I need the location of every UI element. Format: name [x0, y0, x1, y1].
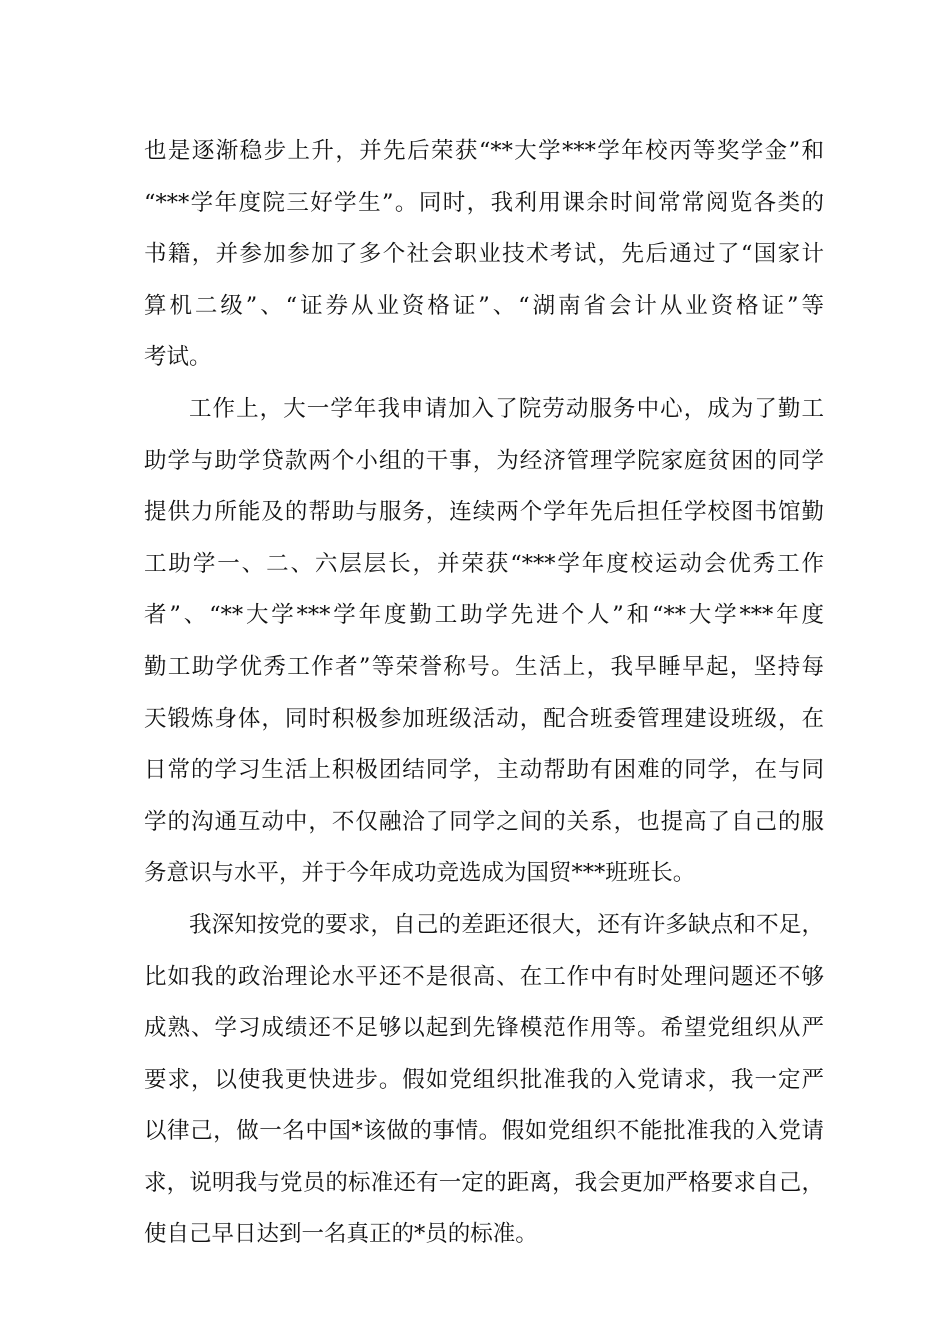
text-line: 算机二级”、“证券从业资格证”、“湖南省会计从业资格证”等 [144, 292, 824, 319]
text-line: 务意识与水平，并于今年成功竞选成为国贸***班班长。 [144, 860, 696, 887]
text-line: 也是逐渐稳步上升，并先后荣获“**大学***学年校丙等奖学金”和 [144, 138, 824, 164]
text-line: 成熟、学习成绩还不足够以起到先锋模范作用等。希望党组织从严 [144, 1015, 824, 1042]
text-line: 学的沟通互动中，不仅融洽了同学之间的关系，也提高了自己的服 [144, 808, 824, 835]
text-line: 天锻炼身体，同时积极参加班级活动，配合班委管理建设班级，在 [144, 705, 824, 732]
text-line: 求，说明我与党员的标准还有一定的距离，我会更加严格要求自己， [144, 1169, 824, 1196]
text-line: 日常的学习生活上积极团结同学，主动帮助有困难的同学，在与同 [144, 757, 824, 784]
text-line: 书籍，并参加参加了多个社会职业技术考试，先后通过了“国家计 [144, 241, 824, 268]
text-line: 以律己，做一名中国*该做的事情。假如党组织不能批准我的入党请 [144, 1118, 824, 1145]
text-line: 使自己早日达到一名真正的*员的标准。 [144, 1221, 538, 1248]
paragraph-first-line: 工作上，大一学年我申请加入了院劳动服务中心，成为了勤工 [189, 395, 824, 422]
text-line: 提供力所能及的帮助与服务，连续两个学年先后担任学校图书馆勤 [144, 499, 824, 526]
text-line: 比如我的政治理论水平还不是很高、在工作中有时处理问题还不够 [144, 963, 824, 990]
text-line: 勤工助学优秀工作者”等荣誉称号。生活上，我早睡早起，坚持每 [144, 653, 824, 680]
text-line: 助学与助学贷款两个小组的干事，为经济管理学院家庭贫困的同学 [144, 447, 824, 474]
text-line: 要求，以使我更快进步。假如党组织批准我的入党请求，我一定严 [144, 1066, 824, 1093]
text-line: 考试。 [144, 344, 212, 371]
text-line: “***学年度院三好学生”。同时，我利用课余时间常常阅览各类的 [144, 189, 824, 216]
text-line: 工助学一、二、六层层长，并荣获“***学年度校运动会优秀工作 [144, 550, 824, 577]
text-line: 者”、“**大学***学年度勤工助学先进个人”和“**大学***年度 [144, 602, 824, 629]
body-text [144, 126, 824, 1261]
paragraph-first-line: 我深知按党的要求，自己的差距还很大，还有许多缺点和不足， [189, 911, 824, 938]
